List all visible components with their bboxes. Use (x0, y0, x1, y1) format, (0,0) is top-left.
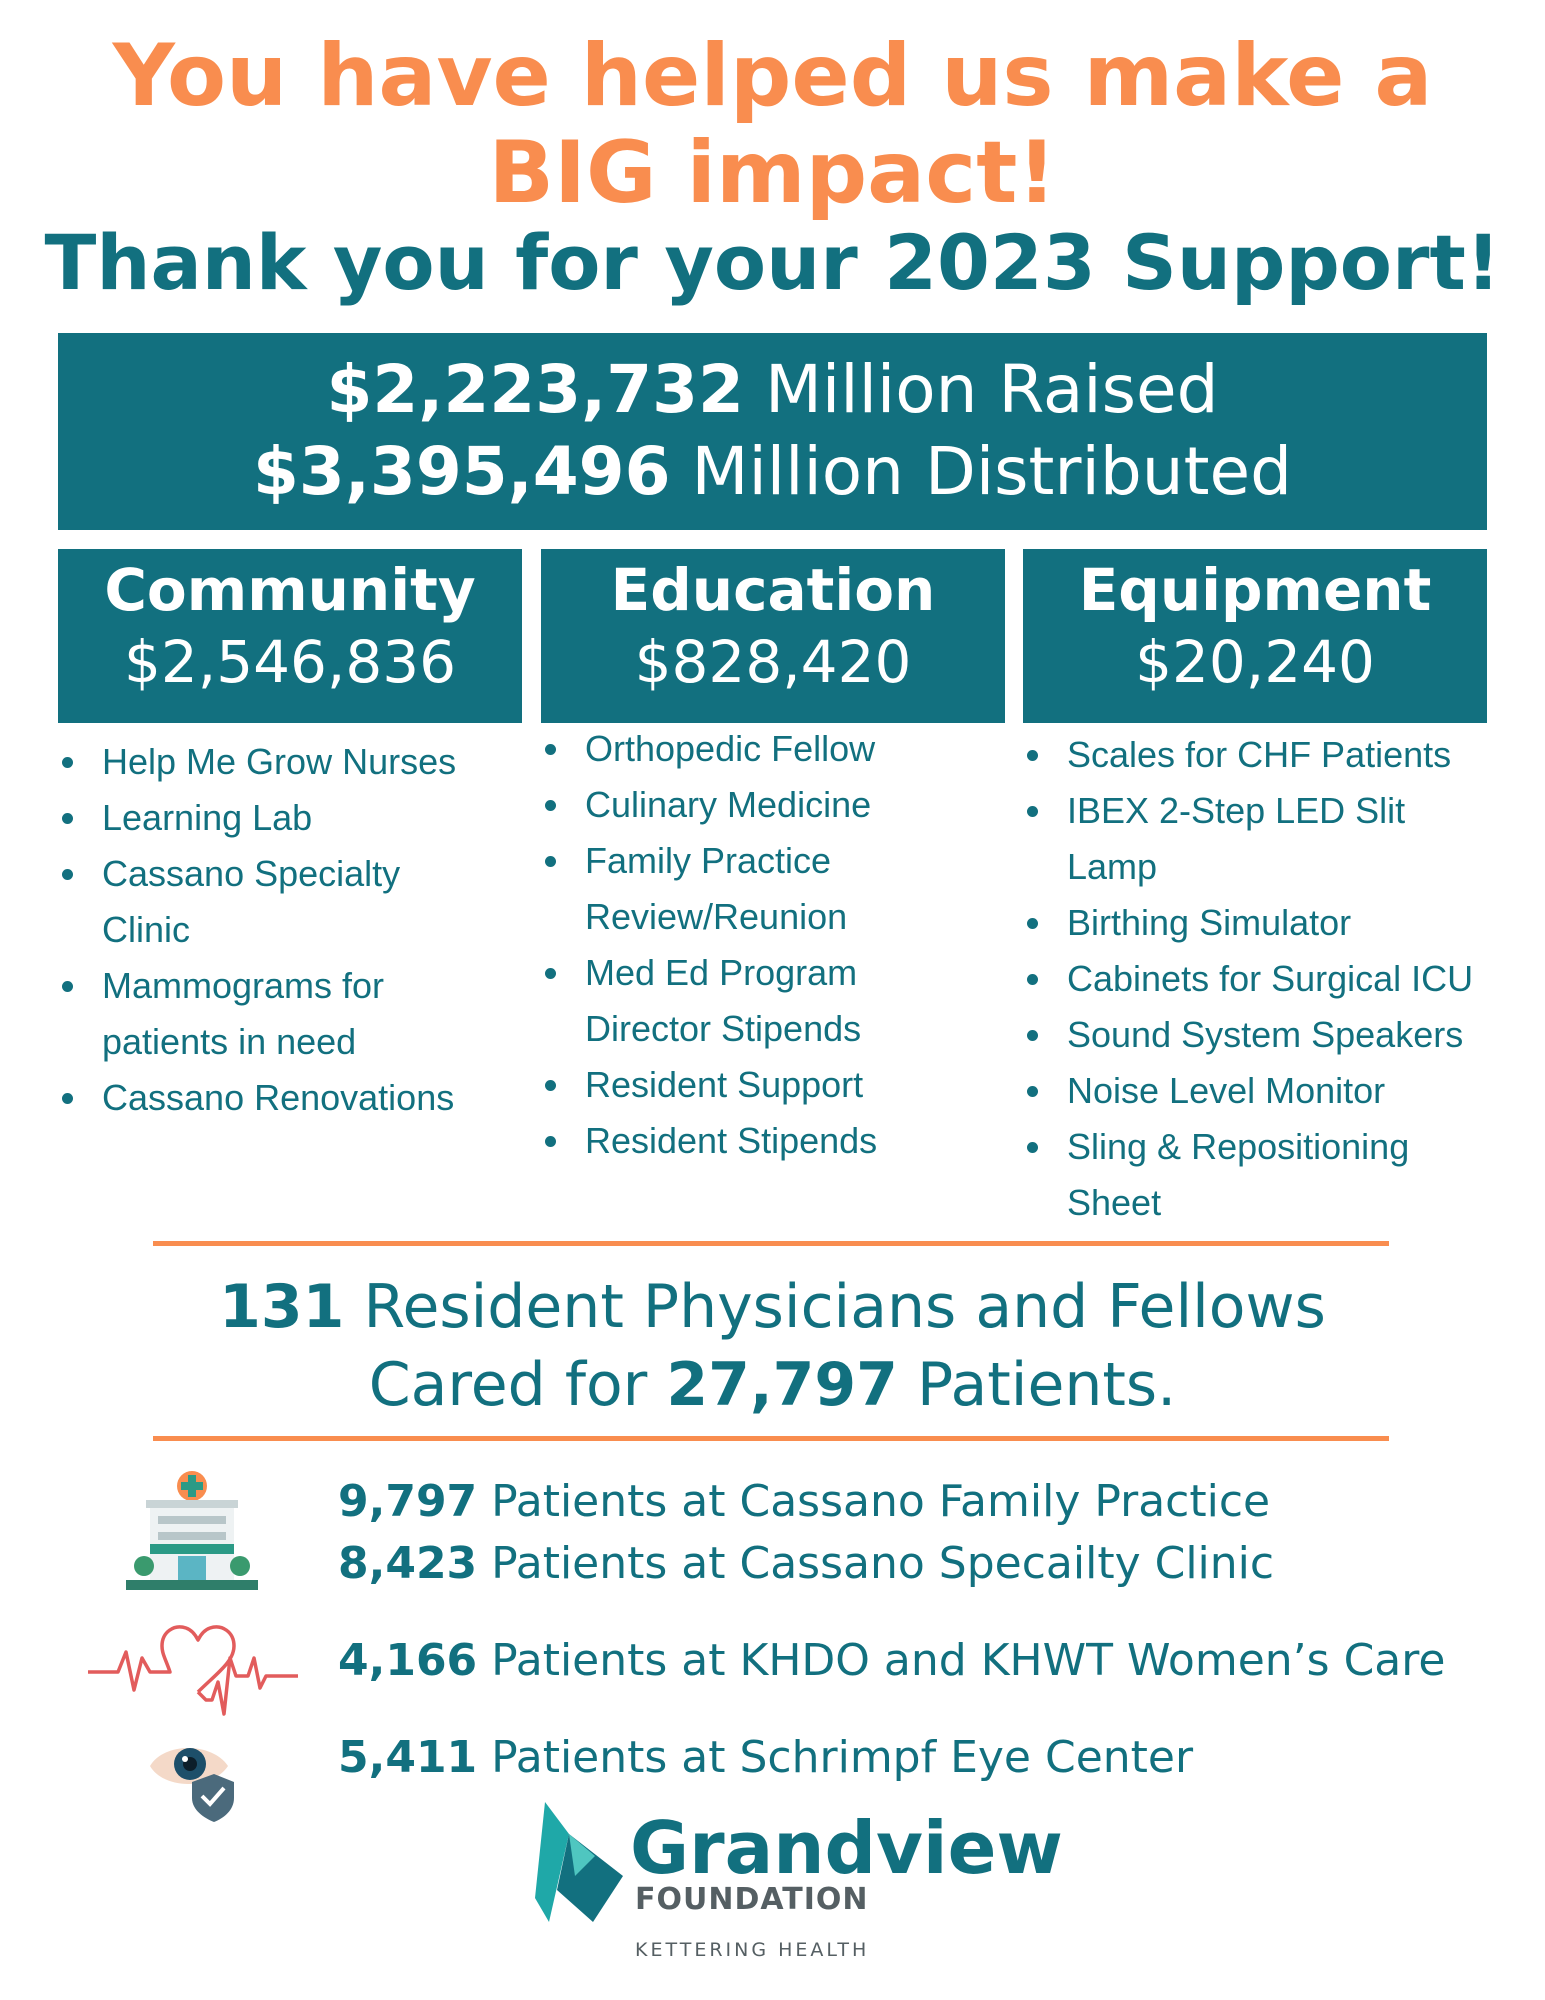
list-item: Sling & Repositioning Sheet (1023, 1119, 1447, 1231)
category-equipment (1023, 549, 1487, 723)
list-item: Culinary Medicine (541, 777, 1001, 833)
distributed-line (58, 431, 1487, 513)
category-title: Community (104, 556, 476, 624)
totals-banner (58, 333, 1487, 530)
stat-line (338, 1534, 1274, 1594)
stat-count: 9,797 (338, 1476, 478, 1527)
list-item: Med Ed Program Director Stipends (541, 945, 945, 1057)
distributed-amount: $3,395,496 (253, 433, 671, 510)
stat-label: Patients at Schrimpf Eye Center (477, 1732, 1194, 1783)
community-list (58, 734, 518, 1126)
list-item: Orthopedic Fellow (541, 721, 1001, 777)
residents-count: 131 (219, 1272, 345, 1342)
stat-line (338, 1728, 1193, 1788)
grandview-logo-icon (535, 1802, 625, 1922)
list-item: Cassano Specialty Clinic (58, 846, 442, 958)
category-title: Equipment (1078, 556, 1432, 624)
logo-sub: FOUNDATION (635, 1882, 869, 1917)
list-item: Cassano Renovations (58, 1070, 518, 1126)
distributed-label: Million Distributed (670, 433, 1292, 510)
list-item: Noise Level Monitor (1023, 1063, 1493, 1119)
list-item: Cabinets for Surgical ICU (1023, 951, 1493, 1007)
logo-tagline: KETTERING HEALTH (635, 1939, 870, 1961)
raised-line (58, 349, 1487, 431)
stat-count: 8,423 (338, 1538, 478, 1589)
raised-amount: $2,223,732 (326, 351, 744, 428)
patients-line (0, 1346, 1545, 1424)
eye-shield-icon (148, 1730, 236, 1822)
list-item: Help Me Grow Nurses (58, 734, 518, 790)
category-amount: $2,546,836 (123, 628, 457, 696)
patients-count: 27,797 (666, 1350, 898, 1420)
raised-label: Million Raised (743, 351, 1219, 428)
patients-suffix: Patients. (897, 1350, 1177, 1420)
stat-line (338, 1472, 1270, 1532)
list-item: Mammograms for patients in need (58, 958, 462, 1070)
residents-line (0, 1268, 1545, 1346)
thank-you-heading: Thank you for your 2023 Support! (44, 218, 1501, 307)
logo-name: Grandview (630, 1806, 1063, 1890)
divider-top (153, 1241, 1389, 1246)
stat-count: 5,411 (338, 1732, 478, 1783)
heartbeat-icon (88, 1618, 298, 1716)
hospital-building-icon (126, 1470, 258, 1594)
residents-label: Resident Physicians and Fellows (344, 1272, 1326, 1342)
list-item: Resident Support (541, 1057, 1001, 1113)
category-amount: $20,240 (1135, 628, 1375, 696)
stat-label: Patients at KHDO and KHWT Women’s Care (477, 1635, 1446, 1686)
list-item: Resident Stipends (541, 1113, 1001, 1169)
equipment-list (1023, 727, 1493, 1231)
cared-prefix: Cared for (368, 1350, 667, 1420)
list-item: IBEX 2-Step LED Slit Lamp (1023, 783, 1447, 895)
list-item: Family Practice Review/Reunion (541, 833, 915, 945)
category-education (541, 549, 1005, 723)
stat-label: Patients at Cassano Specailty Clinic (477, 1538, 1275, 1589)
stat-line (338, 1631, 1445, 1691)
list-item: Sound System Speakers (1023, 1007, 1493, 1063)
list-item: Scales for CHF Patients (1023, 727, 1493, 783)
divider-bottom (153, 1436, 1389, 1441)
category-title: Education (610, 556, 936, 624)
list-item: Learning Lab (58, 790, 518, 846)
headline-line-1: You have helped us make a (112, 26, 1433, 126)
category-community (58, 549, 522, 723)
headline-line-2: BIG impact! (488, 123, 1057, 223)
list-item: Birthing Simulator (1023, 895, 1493, 951)
stat-label: Patients at Cassano Family Practice (477, 1476, 1271, 1527)
education-list (541, 721, 1001, 1169)
category-amount: $828,420 (634, 628, 912, 696)
stat-count: 4,166 (338, 1635, 478, 1686)
